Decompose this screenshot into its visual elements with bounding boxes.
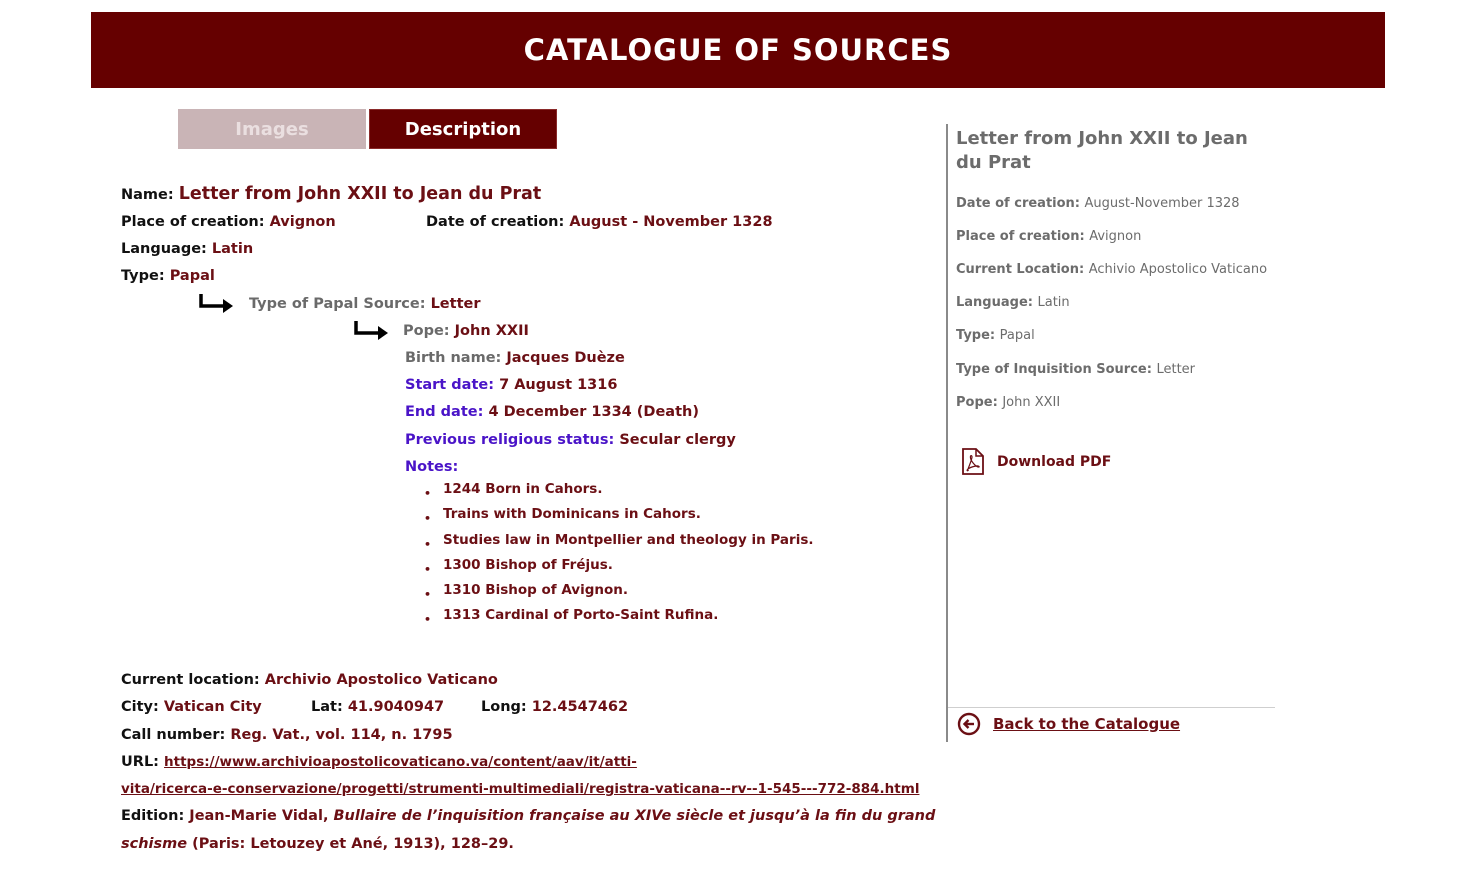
lat-value: 41.9040947 xyxy=(347,699,445,715)
name-label: Name: xyxy=(121,187,179,203)
notes-list xyxy=(424,481,813,633)
date-value: August - November 1328 xyxy=(569,214,773,230)
location-row xyxy=(121,672,498,688)
sidebar-language-row xyxy=(956,295,1070,310)
list-item: • 1310 Bishop of Avignon. xyxy=(424,582,813,607)
sidebar-place-label: Place of creation: xyxy=(956,229,1090,244)
sidebar-title: Letter from John XXII to Jean du Prat xyxy=(956,128,1248,173)
place-row xyxy=(121,214,336,230)
edition-publisher: (Paris: Letouzey et Ané, 1913), 128–29. xyxy=(187,836,514,852)
sidebar-date-value: August-November 1328 xyxy=(1084,196,1240,211)
sidebar-location-label: Current Location: xyxy=(956,262,1089,277)
edition-label: Edition: xyxy=(121,808,190,824)
back-to-catalogue-label: Back to the Catalogue xyxy=(993,715,1181,733)
tab-description[interactable]: Description xyxy=(369,109,557,149)
url-row-2 xyxy=(121,781,919,797)
place-value: Avignon xyxy=(269,214,336,230)
city-value: Vatican City xyxy=(163,699,262,715)
sidebar-location-value: Achivio Apostolico Vaticano xyxy=(1088,262,1268,277)
birth-value: Jacques Duèze xyxy=(506,350,625,366)
url-link-line1[interactable]: https://www.archivioapostolicovaticano.va/content/aav/it/atti- xyxy=(164,754,637,770)
back-to-catalogue-link[interactable] xyxy=(957,712,1180,736)
edition-author: Jean-Marie Vidal, xyxy=(189,808,334,824)
header-banner xyxy=(91,12,1385,88)
list-item: • 1313 Cardinal of Porto-Saint Rufina. xyxy=(424,607,813,632)
sidebar-separator xyxy=(948,707,1275,708)
arrow-return-icon xyxy=(352,319,390,341)
tab-images[interactable]: Images xyxy=(178,109,366,149)
edition-row xyxy=(121,808,935,824)
start-label: Start date: xyxy=(405,377,500,393)
date-label: Date of creation: xyxy=(426,214,570,230)
edition-row-2 xyxy=(121,836,514,852)
list-item: • Studies law in Montpellier and theology in Paris. xyxy=(424,532,813,557)
pope-value: John XXII xyxy=(454,323,529,339)
sidebar-pope-row xyxy=(956,395,1060,410)
long-label: Long: xyxy=(481,699,532,715)
url-row xyxy=(121,754,637,770)
place-label: Place of creation: xyxy=(121,214,270,230)
sidebar-date-label: Date of creation: xyxy=(956,196,1085,211)
sidebar-divider xyxy=(946,124,948,742)
edition-title-1: Bullaire de l’inquisition française au XIVe siècle et jusqu’à la fin du grand xyxy=(333,808,936,824)
sidebar-location-row xyxy=(956,262,1267,277)
notes-heading xyxy=(405,459,458,475)
pope-row xyxy=(403,323,529,339)
type-value: Papal xyxy=(169,268,215,284)
call-number-value: Reg. Vat., vol. 114, n. 1795 xyxy=(230,727,453,743)
prev-status-row xyxy=(405,432,736,448)
location-value: Archivio Apostolico Vaticano xyxy=(264,672,498,688)
sidebar-place-value: Avignon xyxy=(1089,229,1142,244)
end-label: End date: xyxy=(405,404,489,420)
language-value: Latin xyxy=(211,241,254,257)
city-label: City: xyxy=(121,699,164,715)
name-value: Letter from John XXII to Jean du Prat xyxy=(178,184,542,204)
language-label: Language: xyxy=(121,241,212,257)
sidebar-type-value: Papal xyxy=(999,328,1035,343)
sidebar-inquisition-value: Letter xyxy=(1156,362,1196,377)
sidebar-pope-label: Pope: xyxy=(956,395,1003,410)
lat-row xyxy=(311,699,444,715)
sidebar-date-row xyxy=(956,196,1240,211)
end-row xyxy=(405,404,699,420)
long-row xyxy=(481,699,628,715)
sidebar-inquisition-row xyxy=(956,362,1195,377)
edition-title-2: schisme xyxy=(121,836,188,852)
papal-source-row xyxy=(249,296,480,312)
birth-row xyxy=(405,350,625,366)
sidebar-type-row xyxy=(956,328,1035,343)
name-row xyxy=(121,184,541,204)
date-row xyxy=(426,214,773,230)
papal-source-value: Letter xyxy=(430,296,481,312)
list-item: • 1244 Born in Cahors. xyxy=(424,481,813,506)
lat-label: Lat: xyxy=(311,699,348,715)
pdf-icon xyxy=(961,448,985,475)
url-link-line2[interactable]: vita/ricerca-e-conservazione/progetti/strumenti-multimediali/registra-vaticana--rv--1-545---772-884.html xyxy=(121,781,920,797)
sidebar-type-label: Type: xyxy=(956,328,1000,343)
long-value: 12.4547462 xyxy=(531,699,629,715)
pope-label: Pope: xyxy=(403,323,455,339)
download-pdf-label: Download PDF xyxy=(997,453,1112,470)
list-item: • 1300 Bishop of Fréjus. xyxy=(424,557,813,582)
language-row xyxy=(121,241,253,257)
papal-source-label: Type of Papal Source: xyxy=(249,296,431,312)
call-number-label: Call number: xyxy=(121,727,231,743)
type-row xyxy=(121,268,215,284)
prev-status-value: Secular clergy xyxy=(619,432,736,448)
notes-label: Notes: xyxy=(405,459,459,475)
sidebar-place-row xyxy=(956,229,1141,244)
end-value: 4 December 1334 (Death) xyxy=(488,404,699,420)
prev-status-label: Previous religious status: xyxy=(405,432,620,448)
arrow-return-icon xyxy=(197,292,235,314)
download-pdf-button[interactable] xyxy=(961,448,1111,475)
start-value: 7 August 1316 xyxy=(499,377,618,393)
page-title: CATALOGUE OF SOURCES xyxy=(523,33,953,67)
city-row xyxy=(121,699,262,715)
start-row xyxy=(405,377,617,393)
call-number-row xyxy=(121,727,453,743)
birth-label: Birth name: xyxy=(405,350,507,366)
type-label: Type: xyxy=(121,268,170,284)
sidebar-language-label: Language: xyxy=(956,295,1038,310)
sidebar-language-value: Latin xyxy=(1037,295,1070,310)
circle-arrow-left-icon xyxy=(957,712,981,736)
sidebar-inquisition-label: Type of Inquisition Source: xyxy=(956,362,1157,377)
sidebar-pope-value: John XXII xyxy=(1002,395,1061,410)
url-label: URL: xyxy=(121,754,165,770)
list-item: • Trains with Dominicans in Cahors. xyxy=(424,506,813,531)
location-label: Current location: xyxy=(121,672,265,688)
